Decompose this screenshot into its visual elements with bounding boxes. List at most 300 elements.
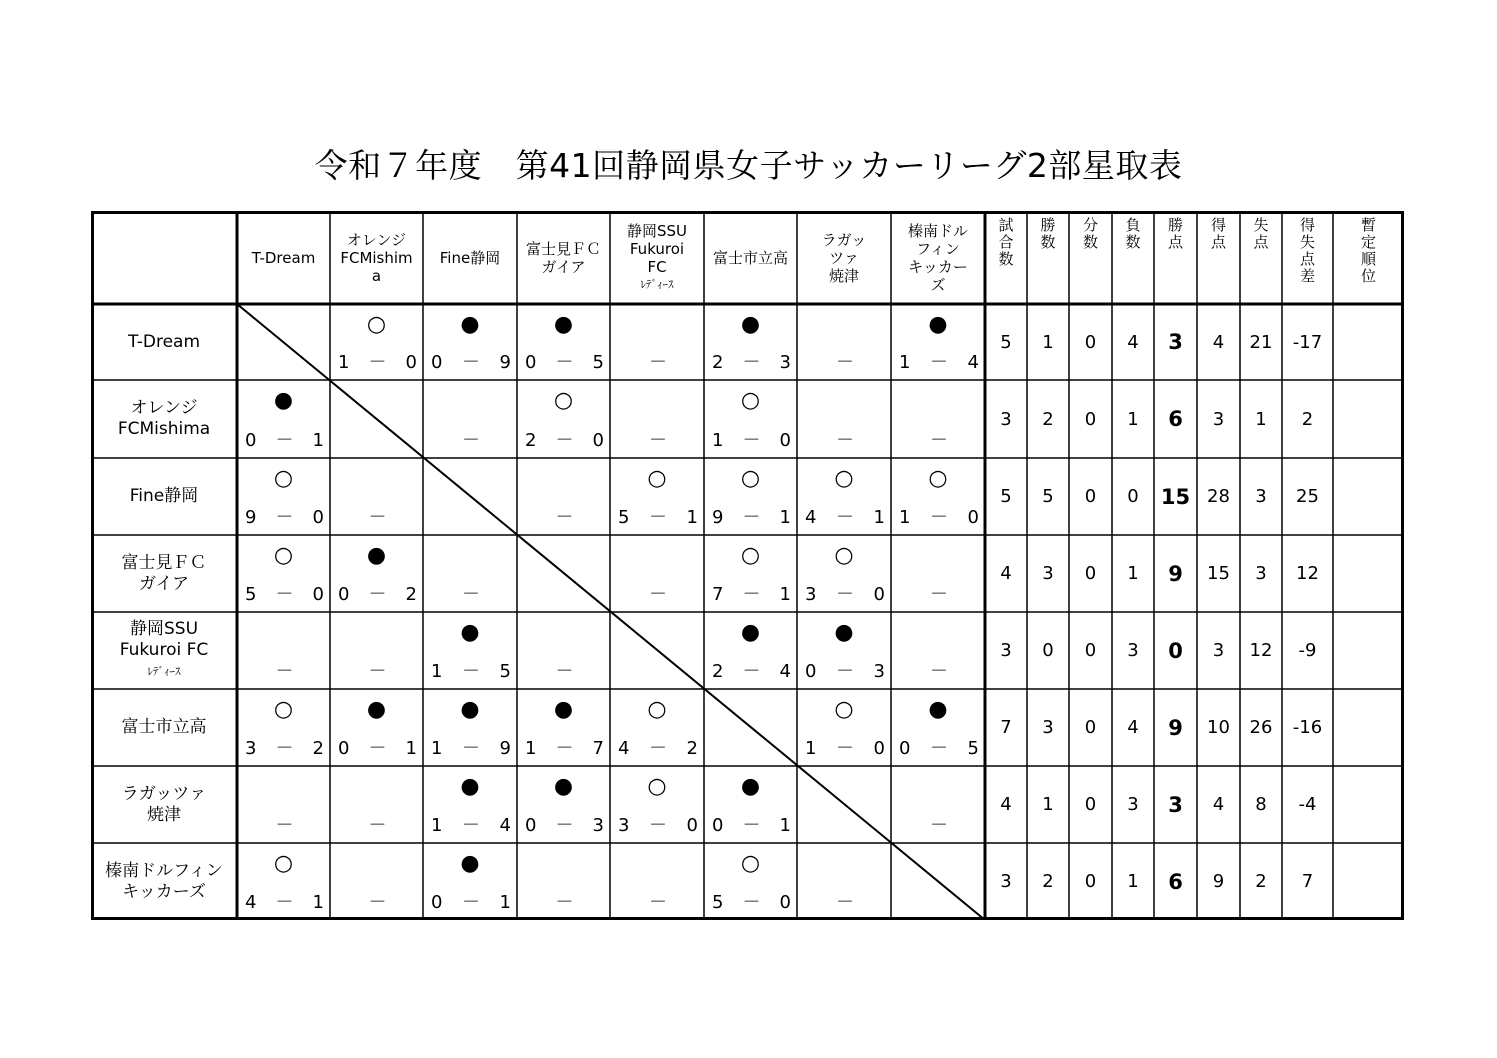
wins: 2	[1042, 871, 1054, 892]
points: 9	[1168, 715, 1183, 740]
stat-header-char: 暫	[1360, 216, 1376, 234]
loss-mark: ●	[366, 697, 387, 722]
score-away: 5	[499, 661, 511, 682]
score-home: 5	[245, 584, 257, 605]
loss-mark: ●	[460, 774, 480, 799]
stat-header-char: 負	[1125, 216, 1141, 234]
score-separator: －	[275, 507, 294, 528]
score-home: 1	[338, 352, 350, 373]
score-away: 1	[779, 507, 791, 528]
goals-against: 3	[1255, 563, 1267, 584]
row-team-name-line: 静岡SSU	[129, 619, 199, 639]
win-mark: ○	[834, 466, 854, 491]
not-played-dash: －	[368, 892, 387, 913]
provisional-rank	[1333, 612, 1404, 689]
score-home: 0	[712, 815, 724, 836]
goal-difference: 7	[1301, 871, 1314, 892]
row-team-name-line: 富士市立高	[121, 717, 207, 737]
column-header	[517, 211, 610, 304]
wins: 3	[1042, 717, 1054, 738]
row-team-name	[91, 304, 237, 380]
match-result	[330, 689, 423, 766]
match-score	[517, 352, 610, 374]
match-score	[517, 430, 610, 452]
points: 9	[1168, 561, 1183, 586]
column-header-line: FCMishim	[340, 248, 413, 267]
win-mark: ○	[273, 697, 294, 722]
score-home: 1	[431, 661, 443, 682]
column-header	[891, 211, 985, 304]
win-mark: ○	[647, 697, 667, 722]
stat-header-char: 点	[1210, 233, 1226, 251]
row-team-name-line: FCMishima	[117, 419, 211, 439]
provisional-rank	[1333, 535, 1404, 612]
score-away: 1	[686, 507, 698, 528]
match-result	[517, 689, 610, 766]
column-header-line: T-Dream	[251, 248, 316, 267]
score-home: 3	[245, 738, 257, 759]
score-home: 0	[338, 584, 350, 605]
match-result	[797, 843, 891, 920]
score-home: 7	[712, 584, 724, 605]
score-separator: －	[930, 507, 948, 528]
win-mark: ○	[273, 543, 294, 568]
row-team-name-line: キッカーズ	[122, 881, 206, 902]
draws: 0	[1084, 794, 1097, 815]
provisional-rank	[1333, 843, 1404, 920]
points: 0	[1168, 638, 1183, 663]
not-played-dash: －	[836, 892, 854, 913]
match-result	[704, 843, 797, 920]
not-played-dash: －	[649, 584, 667, 605]
score-separator: －	[930, 738, 948, 759]
score-home: 1	[525, 738, 537, 759]
score-away: 0	[873, 584, 885, 605]
stat-header-char: 合	[998, 233, 1014, 251]
loss-mark: ●	[553, 774, 574, 799]
goal-difference: 25	[1296, 486, 1319, 507]
match-result	[610, 304, 704, 380]
score-home: 0	[525, 815, 537, 836]
match-result	[517, 380, 610, 458]
loss-mark: ●	[740, 620, 761, 645]
losses: 0	[1127, 486, 1139, 507]
score-away: 0	[312, 507, 324, 528]
stat-header	[1240, 211, 1282, 304]
not-played-dash: －	[930, 430, 948, 451]
score-separator: －	[649, 738, 667, 759]
score-away: 0	[592, 430, 604, 451]
score-home: 5	[618, 507, 630, 528]
match-score	[797, 738, 891, 760]
score-home: 0	[431, 892, 443, 913]
match-score	[330, 738, 423, 760]
column-header-line: a	[371, 266, 382, 285]
match-result	[237, 843, 330, 920]
win-mark: ○	[740, 466, 761, 491]
standings-table	[91, 211, 1404, 920]
score-home: 2	[525, 430, 537, 451]
match-result	[704, 535, 797, 612]
stat-header-char: 差	[1299, 267, 1315, 285]
losses: 1	[1127, 871, 1139, 892]
score-home: 2	[712, 661, 724, 682]
match-score	[891, 507, 985, 529]
match-result	[797, 304, 891, 380]
goals-for: 4	[1212, 794, 1225, 815]
match-result	[423, 689, 517, 766]
score-separator: －	[742, 661, 761, 682]
match-result	[610, 458, 704, 535]
score-separator: －	[462, 352, 480, 373]
score-away: 1	[312, 892, 324, 913]
score-home: 0	[338, 738, 350, 759]
loss-mark: ●	[460, 312, 480, 337]
stat-header	[1197, 211, 1240, 304]
goal-difference: -4	[1298, 794, 1317, 815]
column-header-line: キッカー	[908, 257, 968, 276]
loss-mark: ●	[460, 697, 480, 722]
not-played-dash: －	[368, 661, 387, 682]
win-mark: ○	[647, 466, 667, 491]
column-header-line: ズ	[930, 275, 946, 294]
score-separator: －	[742, 507, 761, 528]
column-header-line: ガイア	[541, 257, 586, 276]
score-separator: －	[836, 507, 854, 528]
not-played-dash: －	[275, 815, 294, 836]
score-home: 4	[805, 507, 817, 528]
row-team-name-line: 焼津	[147, 804, 181, 825]
column-header-line: 榛南ドル	[907, 221, 968, 240]
score-home: 4	[245, 892, 257, 913]
match-result	[610, 535, 704, 612]
stat-header	[1333, 211, 1404, 304]
stat-header	[1112, 211, 1154, 304]
win-mark: ○	[928, 466, 948, 491]
match-score	[891, 352, 985, 374]
goals-against: 21	[1249, 331, 1273, 353]
score-home: 3	[618, 815, 630, 836]
not-played-dash: －	[555, 507, 574, 528]
match-result	[704, 380, 797, 458]
score-away: 4	[499, 815, 511, 836]
score-home: 1	[431, 815, 443, 836]
wins: 3	[1042, 563, 1054, 584]
score-away: 9	[499, 352, 511, 373]
score-home: 0	[805, 661, 817, 682]
score-home: 1	[712, 430, 724, 451]
stat-header-char: 分	[1082, 216, 1098, 234]
stat-header	[1069, 211, 1112, 304]
match-score	[423, 738, 517, 760]
loss-mark: ●	[553, 312, 574, 337]
match-result	[891, 689, 985, 766]
games-played: 5	[1000, 486, 1012, 507]
score-separator: －	[462, 738, 480, 759]
win-mark: ○	[366, 312, 387, 337]
score-away: 3	[779, 352, 791, 373]
goal-difference: -17	[1292, 331, 1323, 353]
score-separator: －	[462, 892, 480, 913]
losses: 4	[1127, 717, 1139, 738]
stat-header-char: 勝	[1167, 216, 1183, 234]
points: 6	[1168, 869, 1183, 894]
win-mark: ○	[553, 388, 574, 413]
score-away: 1	[499, 892, 511, 913]
column-header-line: ツァ	[829, 248, 859, 267]
score-separator: －	[555, 815, 574, 836]
losses: 1	[1127, 408, 1139, 430]
loss-mark: ●	[928, 312, 948, 337]
stat-header-char: 数	[1040, 233, 1056, 251]
points: 3	[1168, 330, 1183, 354]
score-away: 3	[873, 661, 885, 682]
match-result	[797, 535, 891, 612]
wins: 1	[1042, 794, 1054, 815]
score-away: 7	[592, 738, 604, 759]
draws: 0	[1084, 486, 1097, 507]
column-header-line: FC	[647, 257, 667, 276]
score-separator: －	[742, 584, 761, 605]
goals-against: 2	[1255, 871, 1267, 892]
wins: 2	[1042, 408, 1054, 430]
match-result	[330, 535, 423, 612]
match-result	[423, 766, 517, 843]
match-score	[797, 584, 891, 606]
column-header-line: 富士市立高	[712, 248, 788, 267]
column-header-line: 静岡SSU	[626, 221, 688, 240]
row-team-name	[91, 612, 237, 689]
match-score	[797, 507, 891, 529]
column-header-line: フィン	[916, 239, 960, 258]
match-score	[610, 507, 704, 529]
row-team-name-line: 富士見ＦＣ	[121, 552, 207, 573]
games-played: 4	[1000, 794, 1012, 815]
stat-header-char: 数	[1125, 233, 1141, 251]
match-score	[423, 892, 517, 914]
score-away: 2	[405, 584, 417, 605]
page-title: 令和７年度 第41回静岡県女子サッカーリーグ2部星取表	[314, 146, 1183, 185]
loss-mark: ●	[460, 620, 480, 645]
score-home: 0	[525, 352, 537, 373]
score-separator: －	[836, 584, 854, 605]
score-away: 1	[312, 430, 324, 451]
match-score	[423, 661, 517, 683]
match-result	[423, 612, 517, 689]
not-played-dash: －	[462, 584, 480, 605]
match-result	[517, 458, 610, 535]
win-mark: ○	[834, 697, 854, 722]
match-result	[517, 304, 610, 380]
row-team-name	[91, 689, 237, 766]
loss-mark: ●	[460, 851, 480, 876]
match-score	[704, 815, 797, 837]
not-played-dash: －	[462, 430, 480, 451]
goal-difference: -16	[1292, 717, 1323, 738]
match-result	[423, 843, 517, 920]
match-score	[704, 584, 797, 606]
stat-header-char: 失	[1253, 216, 1269, 234]
row-team-name	[91, 535, 237, 612]
provisional-rank	[1333, 689, 1404, 766]
score-away: 1	[779, 815, 791, 836]
not-played-dash: －	[649, 352, 667, 373]
match-result	[237, 612, 330, 689]
goals-for: 9	[1212, 871, 1225, 892]
stat-header-char: 数	[1082, 233, 1098, 251]
not-played-dash: －	[368, 815, 387, 836]
score-away: 9	[499, 738, 511, 759]
match-result	[797, 689, 891, 766]
points: 6	[1168, 407, 1183, 431]
score-home: 0	[245, 430, 257, 451]
score-separator: －	[555, 352, 574, 373]
match-score	[517, 738, 610, 760]
win-mark: ○	[834, 543, 854, 568]
column-header	[237, 211, 330, 304]
match-score	[237, 892, 330, 914]
score-away: 0	[779, 892, 791, 913]
not-played-dash: －	[649, 430, 667, 451]
goals-for: 3	[1212, 408, 1225, 430]
match-score	[704, 430, 797, 452]
goal-difference: -9	[1298, 640, 1317, 661]
score-home: 0	[431, 352, 443, 373]
score-away: 0	[873, 738, 885, 759]
column-header-line: オレンジ	[346, 230, 407, 249]
draws: 0	[1084, 717, 1097, 738]
not-played-dash: －	[368, 507, 387, 528]
score-separator: －	[368, 584, 387, 605]
draws: 0	[1084, 640, 1097, 661]
loss-mark: ●	[740, 312, 761, 337]
draws: 0	[1084, 331, 1097, 353]
score-separator: －	[930, 352, 948, 373]
win-mark: ○	[273, 466, 294, 491]
win-mark: ○	[740, 543, 761, 568]
score-away: 0	[312, 584, 324, 605]
loss-mark: ●	[366, 543, 387, 568]
not-played-dash: －	[930, 815, 948, 836]
score-home: 0	[899, 738, 911, 759]
not-played-dash: －	[836, 352, 854, 373]
match-result	[891, 535, 985, 612]
score-separator: －	[555, 430, 574, 451]
score-separator: －	[555, 738, 574, 759]
row-team-name	[91, 766, 237, 843]
row-team-name-line: ラガッツァ	[121, 783, 207, 804]
stat-header-char: 勝	[1040, 216, 1056, 234]
loss-mark: ●	[273, 388, 294, 413]
stat-header	[1282, 211, 1333, 304]
not-played-dash: －	[555, 892, 574, 913]
score-home: 3	[805, 584, 817, 605]
match-result	[330, 766, 423, 843]
match-result	[517, 612, 610, 689]
goals-against: 1	[1255, 408, 1267, 430]
column-header-line: Fine静岡	[439, 248, 501, 267]
score-away: 2	[686, 738, 698, 759]
match-result	[330, 458, 423, 535]
match-score	[517, 815, 610, 837]
stat-header-char: 数	[998, 250, 1014, 268]
games-played: 3	[1000, 408, 1012, 430]
score-separator: －	[368, 352, 387, 373]
row-team-name-line: T-Dream	[127, 331, 201, 352]
stat-header	[985, 211, 1027, 304]
score-separator: －	[742, 352, 761, 373]
losses: 1	[1127, 563, 1139, 584]
score-separator: －	[742, 430, 761, 451]
score-home: 1	[899, 507, 911, 528]
match-score	[237, 738, 330, 760]
score-home: 5	[712, 892, 724, 913]
goals-for: 3	[1212, 640, 1225, 661]
match-result	[237, 458, 330, 535]
win-mark: ○	[740, 851, 761, 876]
goals-for: 15	[1207, 563, 1230, 584]
score-away: 5	[592, 352, 604, 373]
match-score	[704, 892, 797, 914]
score-away: 0	[405, 352, 417, 373]
not-played-dash: －	[555, 661, 574, 682]
match-score	[704, 352, 797, 374]
column-header-line: Fukuroi	[629, 239, 685, 258]
loss-mark: ●	[553, 697, 574, 722]
points: 15	[1160, 484, 1191, 509]
win-mark: ○	[740, 388, 761, 413]
draws: 0	[1084, 871, 1097, 892]
score-separator: －	[462, 815, 480, 836]
match-result	[423, 304, 517, 380]
match-result	[517, 766, 610, 843]
provisional-rank	[1333, 304, 1404, 380]
row-team-name-line: ﾚﾃﾞｨｰｽ	[147, 665, 181, 678]
provisional-rank	[1333, 766, 1404, 843]
not-played-dash: －	[649, 892, 667, 913]
match-score	[423, 352, 517, 374]
match-score	[610, 738, 704, 760]
not-played-dash: －	[836, 430, 854, 451]
stat-header-char: 順	[1360, 250, 1376, 268]
row-team-name-line: Fine静岡	[129, 486, 199, 506]
score-away: 0	[686, 815, 698, 836]
match-result	[237, 766, 330, 843]
goals-against: 3	[1255, 486, 1267, 507]
score-away: 1	[405, 738, 417, 759]
losses: 3	[1127, 640, 1139, 661]
draws: 0	[1084, 408, 1097, 430]
match-result	[237, 380, 330, 458]
loss-mark: ●	[834, 620, 854, 645]
win-mark: ○	[273, 851, 294, 876]
score-home: 9	[245, 507, 257, 528]
match-result	[891, 458, 985, 535]
match-result	[517, 843, 610, 920]
match-score	[330, 584, 423, 606]
games-played: 7	[1000, 717, 1012, 738]
stat-header	[1154, 211, 1197, 304]
stat-header-char: 位	[1360, 267, 1376, 285]
score-separator: －	[462, 661, 480, 682]
match-score	[423, 815, 517, 837]
match-score	[237, 430, 330, 452]
goal-difference: 2	[1301, 408, 1314, 430]
match-score	[237, 584, 330, 606]
column-header	[797, 211, 891, 304]
games-played: 5	[1000, 331, 1012, 353]
score-away: 5	[967, 738, 979, 759]
